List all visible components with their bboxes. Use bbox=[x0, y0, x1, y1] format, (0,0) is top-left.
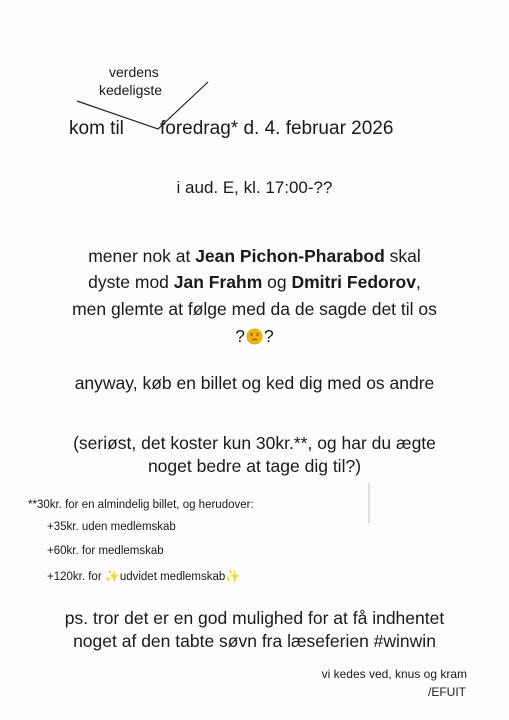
body-text: , bbox=[415, 272, 421, 292]
body-line-3: men glemte at følge med da de sagde det til os bbox=[72, 299, 437, 319]
header-left: kom til bbox=[69, 118, 124, 139]
name-jan: Jan Frahm bbox=[173, 272, 263, 292]
body-text: dyste mod bbox=[88, 272, 174, 292]
name-jean: Jean Pichon-Pharabod bbox=[195, 246, 385, 266]
sparkles-icon: ✨ bbox=[225, 569, 241, 583]
anyway-line: anyway, køb en billet og ked dig med os andre bbox=[74, 373, 435, 393]
body-text: mener nok at bbox=[88, 246, 196, 266]
footnote-item-2: +60kr. for medlemskab bbox=[47, 545, 164, 557]
name-dmitri: Dmitri Fedorov bbox=[291, 272, 416, 292]
seriously-line-1: (seriøst, det koster kun 30kr.**, og har du ægte bbox=[73, 433, 436, 453]
inserted-word-2: kedeligste bbox=[99, 82, 163, 98]
confused-face-icon bbox=[246, 328, 263, 345]
body-text: og bbox=[262, 272, 292, 292]
question-mark: ? bbox=[235, 326, 245, 346]
inserted-word-1: verdens bbox=[109, 64, 159, 80]
body-line-4 bbox=[0, 326, 509, 347]
ps-line-1: ps. tror det er en god mulighed for at få indhentet bbox=[64, 608, 445, 628]
footnote-item-1: +35kr. uden medlemskab bbox=[47, 521, 176, 533]
sparkles-icon: ✨ bbox=[104, 569, 120, 583]
header-right: foredrag* d. 4. februar 2026 bbox=[160, 118, 394, 139]
body-line-2 bbox=[0, 272, 509, 293]
signature-line-1: vi kedes ved, knus og kram bbox=[321, 667, 467, 681]
footnote-item-3 bbox=[47, 569, 240, 583]
footnote-text: +120kr. for bbox=[47, 571, 105, 583]
scan-artifact bbox=[368, 483, 370, 523]
footnote-main: **30kr. for en almindelig billet, og herudover: bbox=[28, 499, 254, 511]
seriously-line-2: noget bedre at tage dig til?) bbox=[147, 456, 362, 476]
ps-line-2: noget af den tabte søvn fra læseferien #winwin bbox=[73, 631, 436, 651]
footnote-text: udvidet medlemskab bbox=[119, 571, 226, 583]
body-line-1 bbox=[0, 246, 509, 267]
body-text: skal bbox=[384, 246, 421, 266]
signature-line-2: /EFUIT bbox=[428, 685, 466, 699]
question-mark: ? bbox=[264, 326, 274, 346]
location-line: i aud. E, kl. 17:00-?? bbox=[176, 178, 333, 197]
